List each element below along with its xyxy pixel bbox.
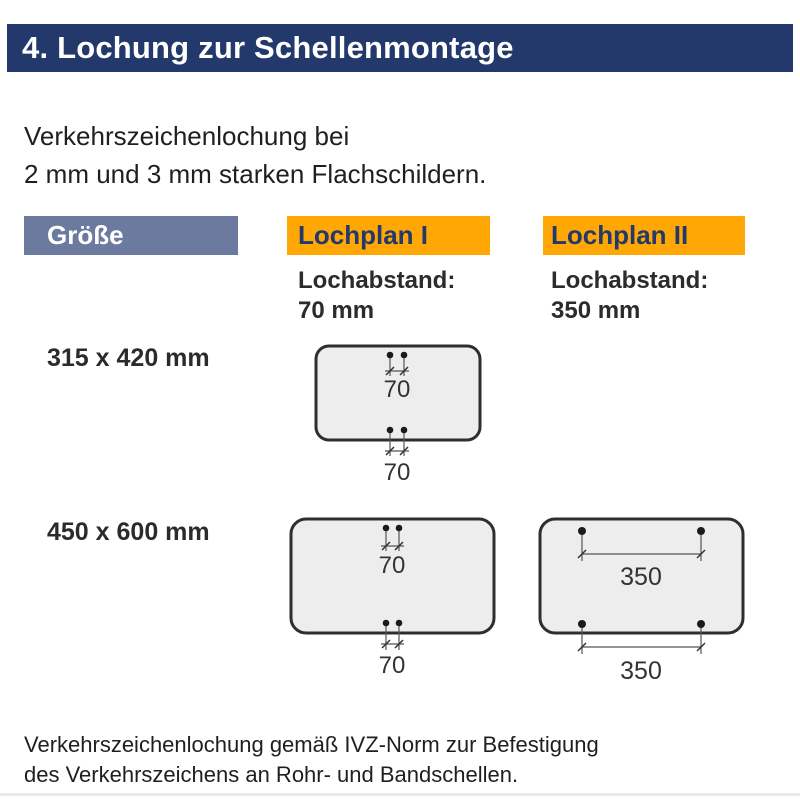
dimension-label-top: 350 [620, 563, 662, 591]
diagram-315x420-lochplan1 [300, 340, 500, 488]
intro-line-2: 2 mm und 3 mm starken Flachschildern. [24, 159, 487, 189]
groesse-label: Größe [47, 220, 124, 250]
hole-bottom-right [396, 620, 403, 627]
row-size-315x420: 315 x 420 mm [47, 344, 210, 372]
lochplan-2-spacing [551, 266, 708, 326]
footer-line-2: des Verkehrszeichens an Rohr- und Bandschellen. [24, 762, 519, 787]
lochplan-2-spacing-value: 350 mm [551, 297, 641, 324]
plate-drawing-450x600-plan2 [525, 513, 765, 685]
row-size-450x600: 450 x 600 mm [47, 518, 210, 546]
hole-top-left [387, 352, 394, 359]
dimension-label-bottom: 70 [378, 652, 406, 679]
hole-bottom-left [383, 620, 390, 627]
intro-line-1: Verkehrszeichenlochung bei [24, 121, 350, 151]
dimension-label-top: 70 [378, 552, 406, 579]
lochplan-1-label: Lochplan I [298, 220, 428, 250]
hole-top-right [396, 525, 403, 532]
hole-bottom-right [697, 620, 705, 628]
hole-top-left [383, 525, 390, 532]
dimension-label-bottom: 350 [620, 657, 662, 685]
hole-top-right [401, 352, 408, 359]
page-title-bar [7, 24, 793, 72]
plate-drawing-450x600-plan1 [275, 513, 505, 685]
hole-top-right [697, 527, 705, 535]
diagram-450x600-lochplan2 [525, 513, 765, 685]
hole-top-left [578, 527, 586, 535]
lochplan-1-spacing-label: Lochabstand: [298, 267, 456, 294]
column-header-groesse [24, 216, 238, 255]
hole-bottom-left [578, 620, 586, 628]
plate-drawing-315x420 [300, 340, 500, 488]
hole-bottom-left [387, 427, 394, 434]
diagram-450x600-lochplan1 [275, 513, 505, 685]
lochplan-2-label: Lochplan II [551, 220, 689, 250]
lochplan-2-spacing-label: Lochabstand: [551, 267, 709, 294]
lochplan-1-spacing-value: 70 mm [298, 297, 375, 324]
footer-note [24, 730, 599, 790]
column-header-lochplan-1 [287, 216, 490, 255]
page-title: 4. Lochung zur Schellenmontage [22, 30, 514, 65]
intro-text [24, 117, 486, 193]
lochplan-1-spacing [298, 266, 455, 326]
bottom-rule [0, 793, 800, 796]
column-header-lochplan-2 [543, 216, 745, 255]
dimension-label-top: 70 [383, 376, 411, 403]
footer-line-1: Verkehrszeichenlochung gemäß IVZ-Norm zur Befestigung [24, 732, 599, 757]
dimension-label-bottom: 70 [383, 459, 411, 486]
hole-bottom-right [401, 427, 408, 434]
